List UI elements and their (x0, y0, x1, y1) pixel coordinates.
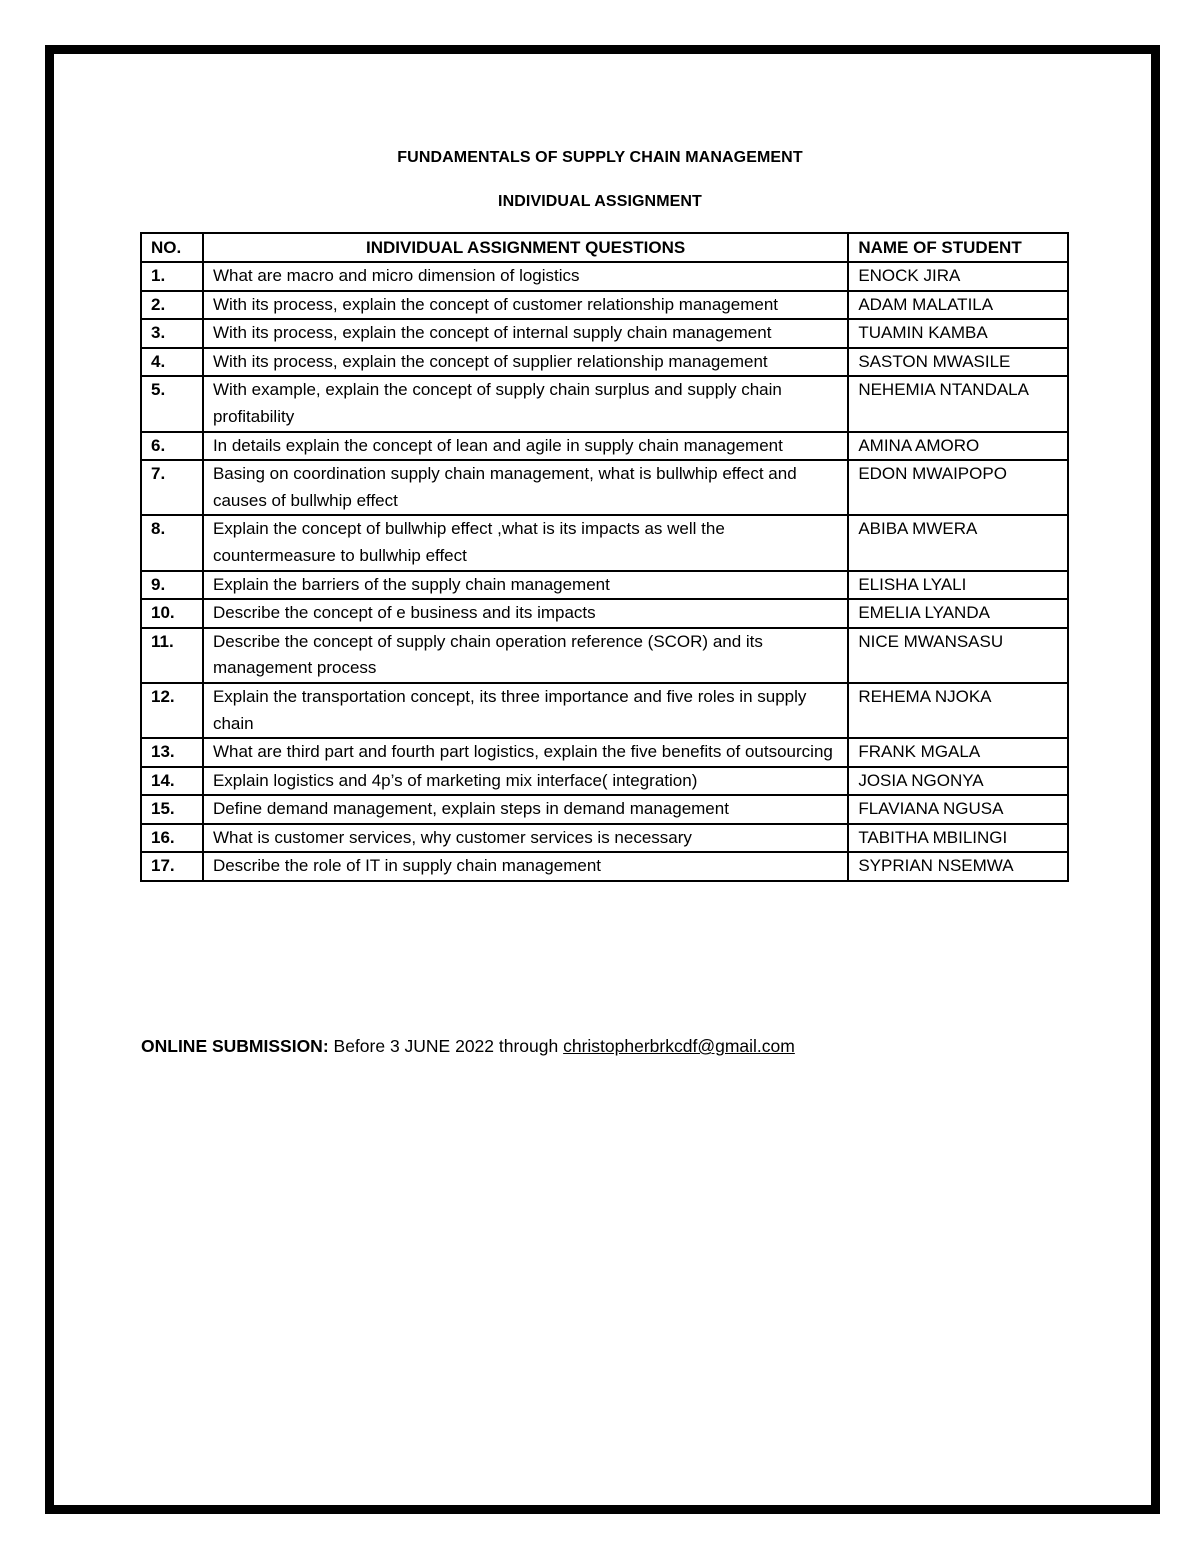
table-header-row (141, 233, 1068, 262)
header-student: NAME OF STUDENT (848, 233, 1068, 262)
table-row (141, 852, 1068, 881)
row-student-name: ENOCK JIRA (848, 262, 1068, 291)
row-number: 15. (141, 795, 203, 824)
row-question: What is customer services, why customer services is necessary (203, 824, 848, 853)
row-question: With its process, explain the concept of internal supply chain management (203, 319, 848, 348)
row-number: 7. (141, 460, 203, 515)
table-row (141, 571, 1068, 600)
row-student-name: FRANK MGALA (848, 738, 1068, 767)
row-number: 6. (141, 432, 203, 461)
row-question: Explain logistics and 4p’s of marketing mix interface( integration) (203, 767, 848, 796)
row-question: Define demand management, explain steps in demand management (203, 795, 848, 824)
table-row (141, 460, 1068, 515)
row-student-name: EDON MWAIPOPO (848, 460, 1068, 515)
table-row (141, 376, 1068, 431)
header-no: NO. (141, 233, 203, 262)
row-number: 11. (141, 628, 203, 683)
table-row (141, 683, 1068, 738)
row-number: 1. (141, 262, 203, 291)
table-row (141, 628, 1068, 683)
table-row (141, 738, 1068, 767)
row-student-name: TABITHA MBILINGI (848, 824, 1068, 853)
row-number: 16. (141, 824, 203, 853)
table-row (141, 348, 1068, 377)
row-student-name: EMELIA LYANDA (848, 599, 1068, 628)
table-row (141, 291, 1068, 320)
submission-label: ONLINE SUBMISSION: (141, 1036, 329, 1056)
row-question: In details explain the concept of lean and agile in supply chain management (203, 432, 848, 461)
table-row (141, 515, 1068, 570)
row-student-name: FLAVIANA NGUSA (848, 795, 1068, 824)
online-submission-note (141, 1036, 795, 1057)
row-student-name: NEHEMIA NTANDALA (848, 376, 1068, 431)
row-question: Describe the concept of supply chain operation reference (SCOR) and its management process (203, 628, 848, 683)
row-question: With its process, explain the concept of customer relationship management (203, 291, 848, 320)
row-number: 12. (141, 683, 203, 738)
row-student-name: ELISHA LYALI (848, 571, 1068, 600)
row-question: Explain the concept of bullwhip effect ,what is its impacts as well the countermeasure to bullwhip effect (203, 515, 848, 570)
header-questions: INDIVIDUAL ASSIGNMENT QUESTIONS (203, 233, 848, 262)
row-number: 17. (141, 852, 203, 881)
assignment-table (140, 232, 1069, 882)
row-number: 14. (141, 767, 203, 796)
table-row (141, 319, 1068, 348)
row-question: What are third part and fourth part logistics, explain the five benefits of outsourcing (203, 738, 848, 767)
row-student-name: JOSIA NGONYA (848, 767, 1068, 796)
row-student-name: ABIBA MWERA (848, 515, 1068, 570)
row-number: 9. (141, 571, 203, 600)
document-subtitle: INDIVIDUAL ASSIGNMENT (498, 193, 702, 210)
row-number: 3. (141, 319, 203, 348)
row-number: 10. (141, 599, 203, 628)
row-question: Explain the barriers of the supply chain management (203, 571, 848, 600)
table-row (141, 599, 1068, 628)
row-question: Describe the role of IT in supply chain management (203, 852, 848, 881)
row-number: 8. (141, 515, 203, 570)
row-student-name: REHEMA NJOKA (848, 683, 1068, 738)
submission-email-link[interactable]: christopherbrkcdf@gmail.com (563, 1036, 795, 1056)
row-student-name: SYPRIAN NSEMWA (848, 852, 1068, 881)
table-row (141, 795, 1068, 824)
document-title: FUNDAMENTALS OF SUPPLY CHAIN MANAGEMENT (397, 149, 803, 166)
row-number: 13. (141, 738, 203, 767)
row-student-name: TUAMIN KAMBA (848, 319, 1068, 348)
submission-text: Before 3 JUNE 2022 through (328, 1036, 564, 1056)
table-row (141, 767, 1068, 796)
table-row (141, 432, 1068, 461)
row-student-name: ADAM MALATILA (848, 291, 1068, 320)
row-number: 2. (141, 291, 203, 320)
row-question: With example, explain the concept of supply chain surplus and supply chain profitability (203, 376, 848, 431)
row-number: 5. (141, 376, 203, 431)
row-student-name: AMINA AMORO (848, 432, 1068, 461)
row-question: With its process, explain the concept of supplier relationship management (203, 348, 848, 377)
row-question: What are macro and micro dimension of logistics (203, 262, 848, 291)
row-question: Basing on coordination supply chain management, what is bullwhip effect and causes of bullwhip effect (203, 460, 848, 515)
row-student-name: SASTON MWASILE (848, 348, 1068, 377)
row-student-name: NICE MWANSASU (848, 628, 1068, 683)
row-question: Explain the transportation concept, its three importance and five roles in supply chain (203, 683, 848, 738)
row-question: Describe the concept of e business and its impacts (203, 599, 848, 628)
row-number: 4. (141, 348, 203, 377)
table-row (141, 262, 1068, 291)
table-row (141, 824, 1068, 853)
